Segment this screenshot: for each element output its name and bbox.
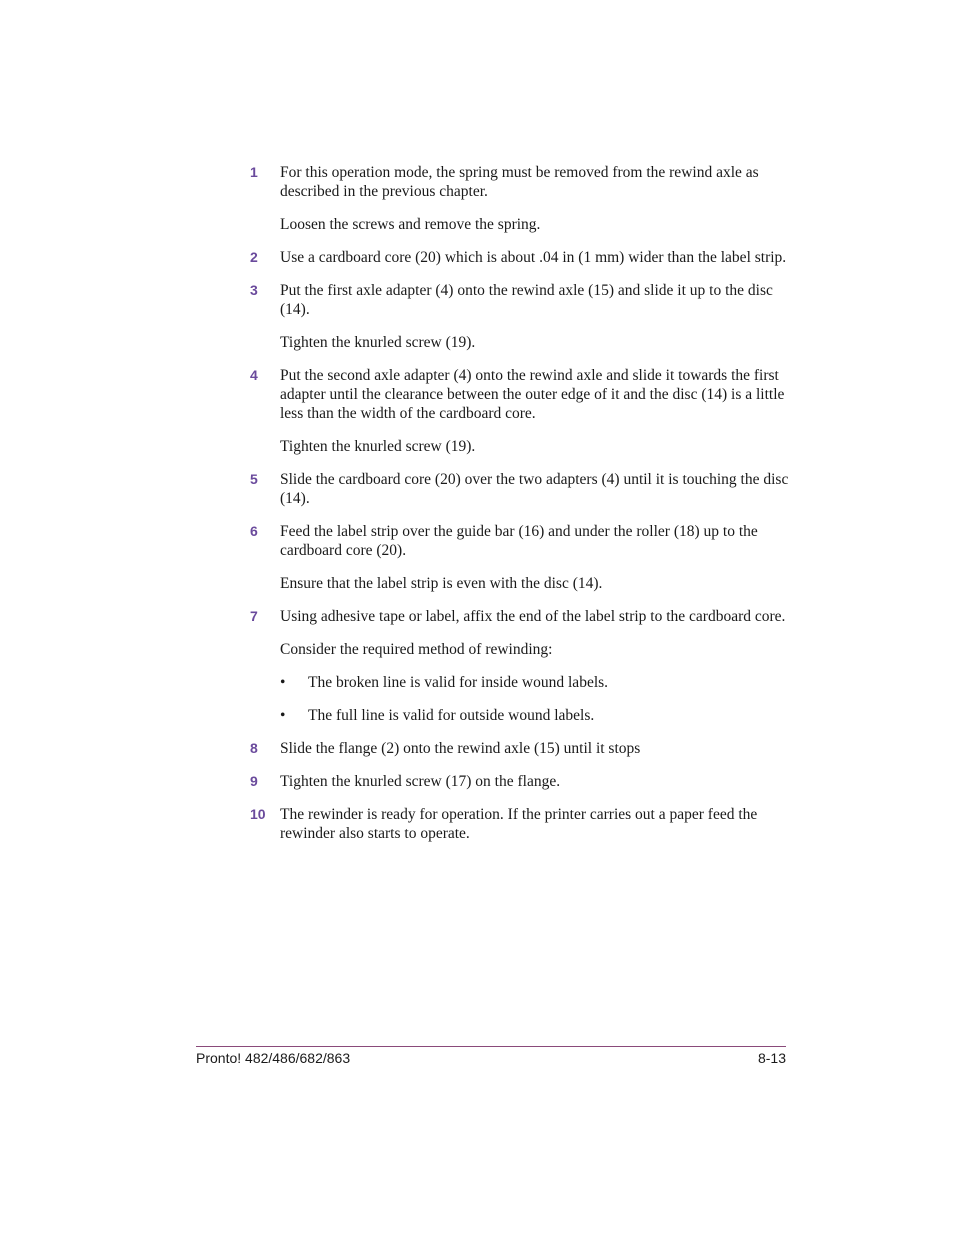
step-note: Tighten the knurled screw (19).	[280, 438, 476, 455]
step-number: 4	[250, 367, 258, 383]
step-number: 7	[250, 608, 258, 624]
step-8	[250, 739, 790, 758]
step-number: 6	[250, 523, 258, 539]
step-text: Using adhesive tape or label, affix the end of the label strip to the cardboard core.	[280, 608, 786, 625]
step-text: Feed the label strip over the guide bar (16) and under the roller (18) up to the cardboard core (20).	[280, 523, 758, 559]
bullet-text: The broken line is valid for inside wound labels.	[308, 674, 609, 691]
step-number: 1	[250, 164, 258, 180]
step-text: Tighten the knurled screw (17) on the flange.	[280, 773, 561, 790]
step-10	[250, 805, 790, 843]
step-text: For this operation mode, the spring must be removed from the rewind axle as described in the previous chapter.	[280, 164, 759, 200]
step-4	[250, 366, 790, 423]
step-text: Use a cardboard core (20) which is about .04 in (1 mm) wider than the label strip.	[280, 249, 787, 266]
step-note: Loosen the screws and remove the spring.	[280, 216, 541, 233]
step-number: 9	[250, 773, 258, 789]
step-text: Put the second axle adapter (4) onto the rewind axle and slide it towards the first adapter until the clearance between the outer edge of it and the disc (14) is a little less than the width of the cardboard core.	[280, 367, 785, 422]
step-number: 3	[250, 282, 258, 298]
step-3	[250, 281, 790, 319]
step-number: 2	[250, 249, 258, 265]
step-text: Slide the cardboard core (20) over the two adapters (4) until it is touching the disc (14).	[280, 471, 789, 507]
bullet-text: The full line is valid for outside wound labels.	[308, 707, 595, 724]
step-text: Put the first axle adapter (4) onto the rewind axle (15) and slide it up to the disc (14).	[280, 282, 773, 318]
page-footer	[196, 1046, 786, 1066]
bullet-item	[280, 706, 790, 725]
step-1	[250, 163, 790, 201]
page-number: 8-13	[757, 1050, 786, 1066]
step-7	[250, 607, 790, 626]
step-note: Tighten the knurled screw (19).	[280, 334, 476, 351]
bullet-mark: •	[280, 707, 286, 724]
step-text: Slide the flange (2) onto the rewind axle (15) until it stops	[280, 740, 641, 757]
step-9	[250, 772, 790, 791]
footer-product: Pronto! 482/486/682/863	[196, 1050, 351, 1066]
step-note: Consider the required method of rewinding:	[280, 641, 553, 658]
instruction-list	[250, 163, 790, 857]
step-number: 8	[250, 740, 258, 756]
step-note: Ensure that the label strip is even with the disc (14).	[280, 575, 603, 592]
step-2	[250, 248, 790, 267]
step-6	[250, 522, 790, 560]
bullet-mark: •	[280, 674, 286, 691]
step-text: The rewinder is ready for operation. If the printer carries out a paper feed the rewinder also starts to operate.	[280, 806, 758, 842]
step-number: 5	[250, 471, 258, 487]
bullet-item	[280, 673, 790, 692]
step-5	[250, 470, 790, 508]
step-number: 10	[250, 806, 266, 822]
